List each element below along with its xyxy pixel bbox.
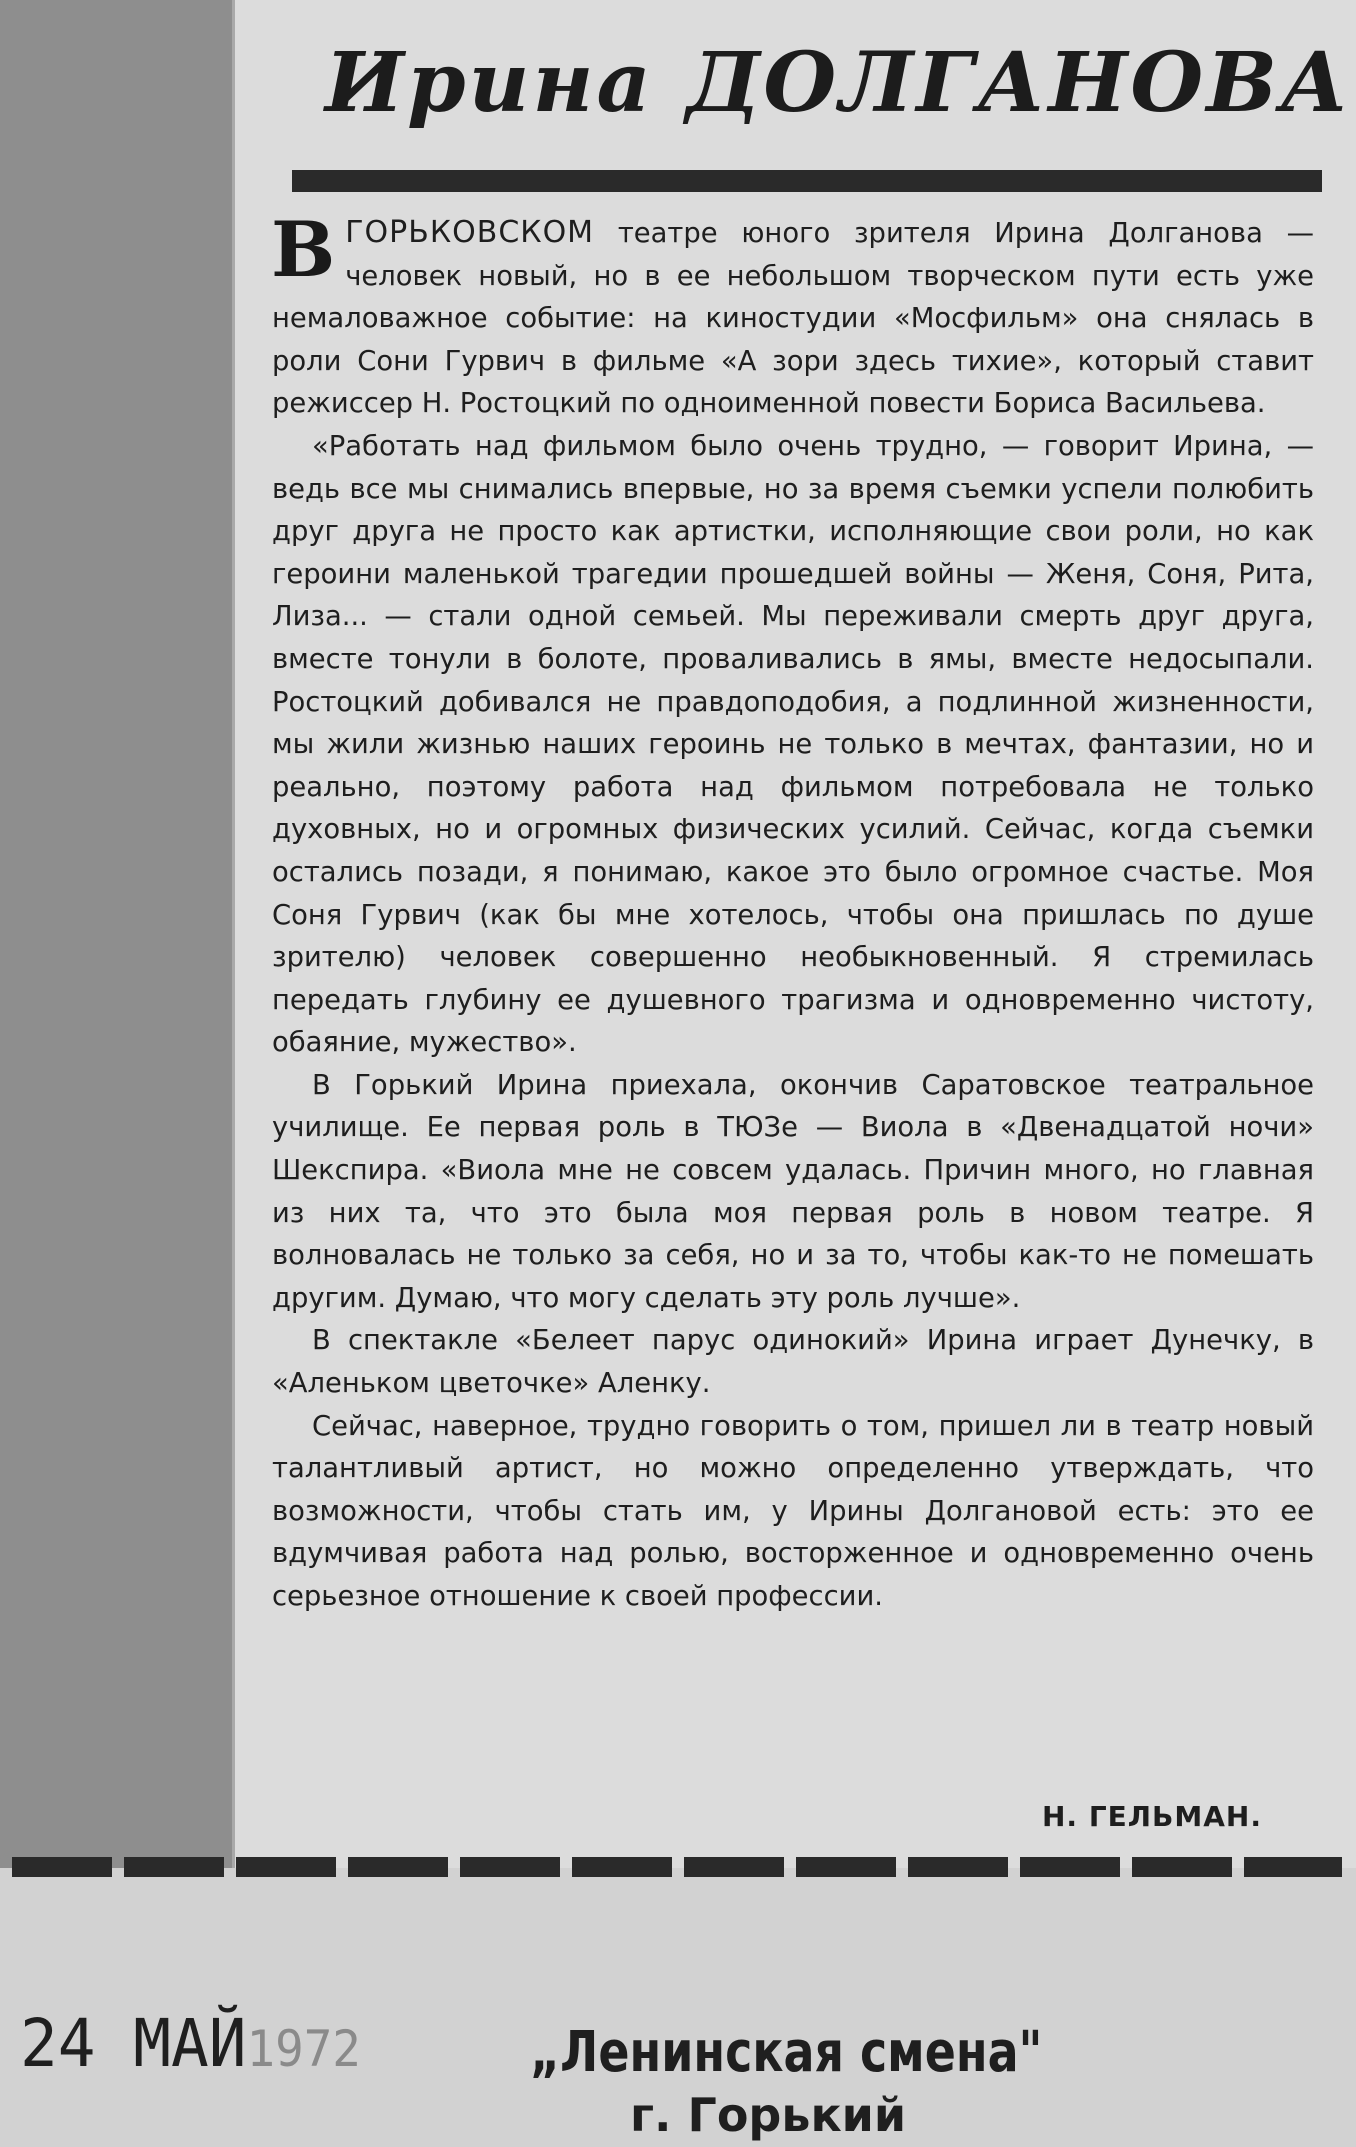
paragraph-conclusion: Сейчас, наверное, трудно говорить о том, пришел ли в театр новый талантливый артист, но можно определенно утверждать, что возможности, чтобы стать им, у Ирины Долгановой есть: это ее вдумчивая работа над ролью, восторженное и одновременно очень серьезное отношение к своей профессии. [272,1410,1314,1612]
title-rule [292,170,1322,192]
author-signature: Н. ГЕЛЬМАН. [1042,1800,1262,1833]
date-stamp [20,2005,361,2082]
background-strip [0,0,240,1870]
bottom-rule [12,1857,1342,1877]
paragraph-roles: В спектакле «Белеет парус одинокий» Ирина играет Дунечку, в «Аленьком цветочке» Аленку. [272,1325,1314,1400]
lead-paragraph [271,205,1314,426]
newspaper-name: „Ленинская смена" [530,2020,1043,2085]
article-title: Ирина ДОЛГАНОВА [325,35,1352,131]
article-body [271,205,1314,1619]
drop-cap: В [271,205,336,294]
lead-caps: ГОРЬКОВСКОМ [345,215,595,250]
stamp-date: 24 МАЙ [20,2005,247,2082]
newspaper-city: г. Горький [630,2088,907,2142]
paragraph-quote: «Работать над фильмом было очень трудно, — говорит Ирина, — ведь все мы снимались впервые, но за время съемки успели полюбить друг друга не просто как артистки, исполняющие свои роли, но как героини маленькой трагедии прошедшей войны — Женя, Соня, Рита, Лиза... — стали одной семьей. Мы переживали смерть друг друга, вместе тонули в болоте, проваливались в ямы, вместе недосыпали. Ростоцкий добивался не правдоподобия, а подлинной жизненности, мы жили жизнью наших героинь не только в мечтах, фантазии, но и реально, поэтому работа над фильмом потребовала не только духовных, но и огромных физических усилий. Сейчас, когда съемки остались позади, я понимаю, какое это было огромное счастье. Моя Соня Гурвич (как бы мне хотелось, чтобы она пришлась по душе зрителю) человек совершенно необыкновенный. Я стремилась передать глубину ее душевного трагизма и одновременно чистоту, обаяние, мужество». [272,430,1314,1059]
lead-text: театре юного зрителя Ирина Долганова — человек новый, но в ее небольшом творческом пути есть уже немаловажное событие: на киностудии «Мосфильм» она снялась в роли Сони Гурвич в фильме «А зори здесь тихие», который ставит режиссер Н. Ростоцкий по одноименной повести Бориса Васильева. [272,218,1314,420]
stamp-year: 1972 [246,2020,361,2078]
paragraph-bio: В Горький Ирина приехала, окончив Саратовское театральное училище. Ее первая роль в ТЮЗе — Виола в «Двенадцатой ночи» Шекспира. «Виола мне не совсем удалась. Причин много, но главная из них та, что это была моя первая роль в новом театре. Я волновалась не только за себя, но и за то, чтобы как-то не помешать другим. Думаю, что могу сделать эту роль лучше». [272,1069,1314,1314]
